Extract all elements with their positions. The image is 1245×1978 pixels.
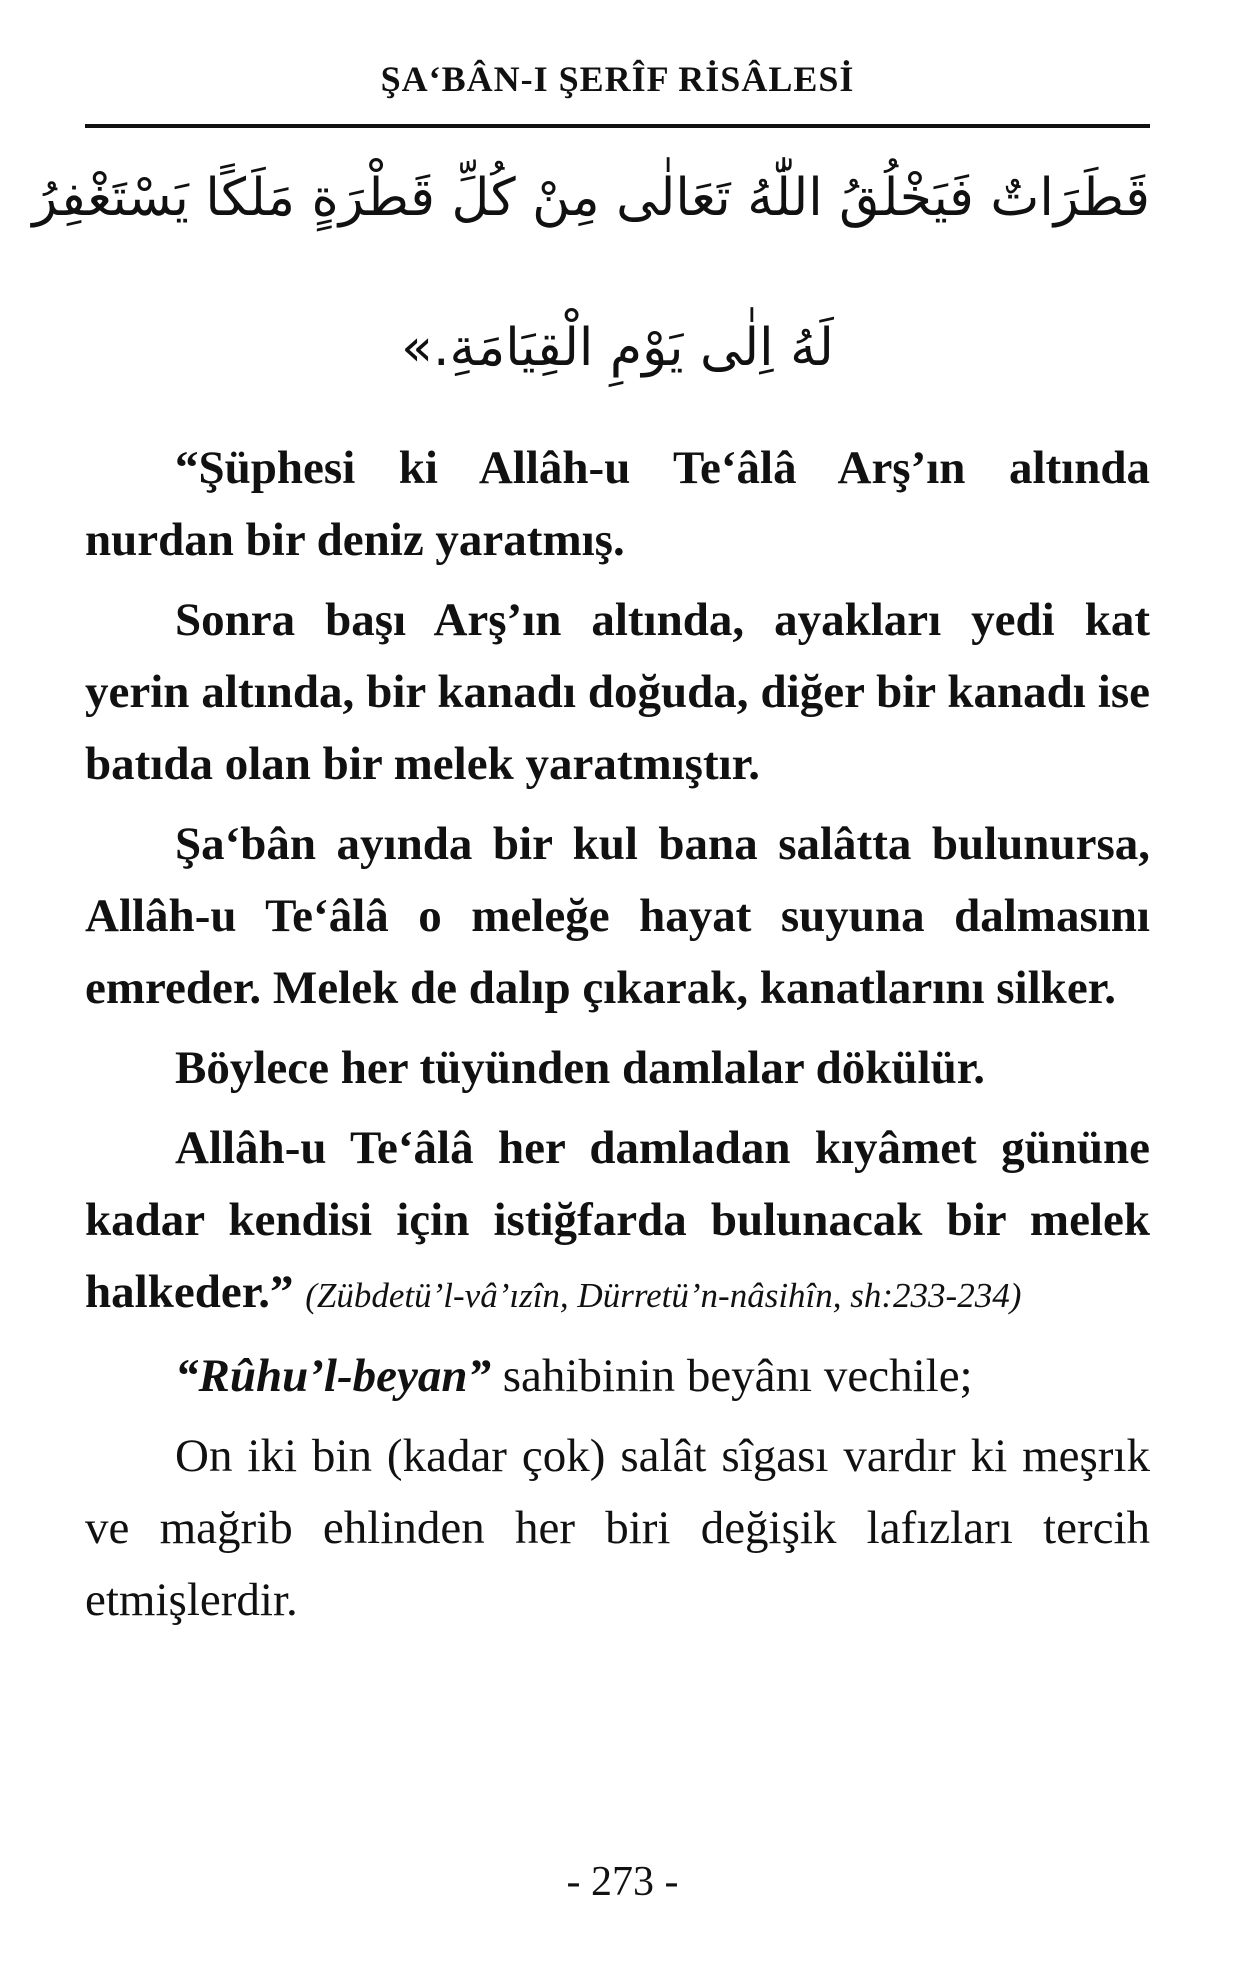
paragraph-4: Böylece her tüyünden damlalar dökülür. — [175, 1042, 986, 1094]
paragraph-3: Şa‘bân ayında bir kul bana salâtta bulunursa, Allâh-u Te‘âlâ o meleğe hayat suyuna dalmasını emreder. Melek de dalıp çıkarak, kanatlarını silker. — [85, 818, 1150, 1014]
paragraph-7: On iki bin (kadar çok) salât sîgası vardır ki meşrık ve mağrib ehlinden her biri değişik lafızları tercih etmişlerdir. — [85, 1430, 1150, 1626]
running-header: ŞA‘BÂN-I ŞERÎF RİSÂLESİ — [380, 59, 855, 99]
arabic-verse-line-1: قَطَرَاتٌ فَيَخْلُقُ اللّٰهُ تَعَالٰى مِنْ كُلِّ قَطْرَةٍ مَلَكًا يَسْتَغْفِرُ — [32, 168, 1150, 228]
paragraph-6 — [85, 1340, 1150, 1412]
paragraph-5-text: Allâh-u Te‘âlâ her damladan kıyâmet gününe kadar kendisi için istiğfarda bulunacak bir melek halkeder.” — [85, 1122, 1150, 1318]
paragraph-2: Sonra başı Arş’ın altında, ayakları yedi kat yerin altında, bir kanadı doğuda, diğer bir kanadı ise batıda olan bir melek yaratmıştır. — [85, 594, 1150, 790]
citation: (Zübdetü’l-vâ’ızîn, Dürretü’n-nâsihîn, sh:233-234) — [305, 1276, 1022, 1315]
paragraph-5 — [85, 1112, 1150, 1332]
page-number: - 273 - — [566, 1859, 679, 1905]
book-title: “Rûhu’l-beyan” — [175, 1350, 491, 1402]
paragraph-1: “Şüphesi ki Allâh-u Te‘âlâ Arş’ın altında nurdan bir deniz yaratmış. — [85, 442, 1150, 566]
paragraph-6-text: sahibinin beyânı vechile; — [502, 1350, 973, 1402]
body-text — [85, 432, 1150, 1644]
header-rule — [85, 124, 1150, 128]
arabic-verse-line-2: لَهُ اِلٰى يَوْمِ الْقِيَامَةِ.» — [401, 318, 834, 378]
